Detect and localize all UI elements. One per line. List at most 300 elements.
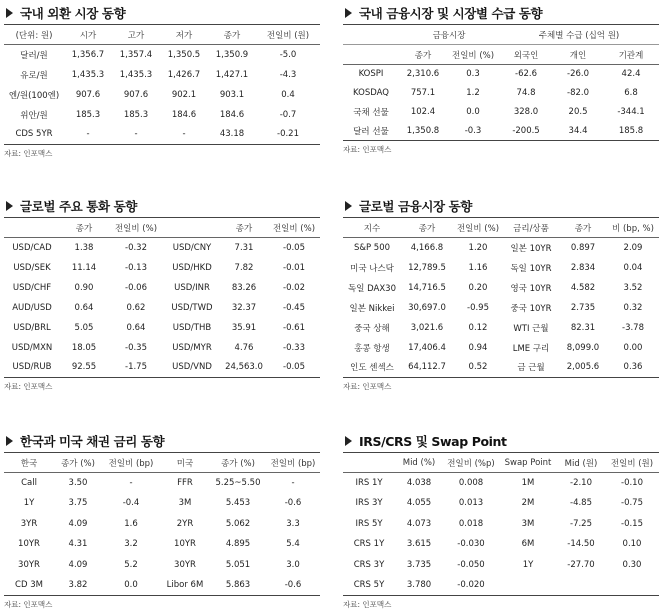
value-cell: 3.82 [54,575,102,596]
column-header: 종가 [208,25,256,45]
table-row [343,534,659,555]
row-label-cell: 328.0 [513,107,539,117]
column-header: 한국 [4,453,54,473]
value-cell: -0.15 [621,518,643,529]
value-cell: -0.45 [283,302,305,313]
table-header-row [4,218,320,238]
value-cell: 4.038 [406,478,432,488]
table-row [4,258,320,278]
column-header: 전일비 (%) [447,45,499,65]
value-cell: 0.013 [458,498,484,509]
value-cell: -14.50 [567,539,595,550]
value-cell: 83.26 [231,282,257,293]
row-label-cell: 홍콩 항생 [354,343,390,354]
column-header: 종가 [220,218,268,238]
row-label-cell: USD/MYR [172,342,212,353]
value-cell: 907.6 [123,89,149,100]
value-cell: -0.05 [268,358,320,378]
triangle-bullet-icon [6,201,13,211]
value-cell: - [129,478,133,488]
kr-market-title: 국내 금융시장 및 시장별 수급 동향 [343,4,659,21]
value-cell: 185.8 [603,122,659,141]
value-cell: -82.0 [567,88,590,98]
source-note: 자료: 인포맥스 [343,145,392,154]
value-cell: 0.4 [281,89,295,100]
column-header: 고가 [112,25,160,45]
row-label-cell: KOSDAQ [353,88,389,98]
value-cell: 20.5 [568,107,588,117]
column-header [343,45,399,65]
table-row [343,258,659,278]
column-group-spacer [343,25,399,45]
table-row [4,45,320,65]
row-label-cell: 30YR [18,559,40,570]
row-label-cell: LME 구리 [512,343,550,354]
value-cell: 42.4 [621,69,641,80]
value-cell: -0.030 [457,539,485,550]
fx-market-table [4,24,320,145]
value-cell: 2,310.6 [406,69,440,80]
row-label-cell: 6M [521,539,535,550]
value-cell: 4.582 [570,282,596,293]
table-row [4,278,320,298]
column-header: Mid (원) [557,453,605,473]
table-row [4,65,320,85]
triangle-bullet-icon [6,8,13,18]
row-label-cell: 1M [521,478,535,488]
row-label-cell: 달러 선물 [343,122,399,141]
column-header: 전일비 (%) [108,218,164,238]
value-cell: 2.834 [570,262,596,273]
value-cell: -0.75 [621,498,643,509]
source-note: 자료: 인포맥스 [4,149,53,158]
table-row [4,575,320,596]
row-label-cell: USD/RUB [4,358,60,378]
column-header: 개인 [553,45,603,65]
table-row [4,473,320,494]
value-cell: -3.78 [622,322,644,333]
value-cell: 4.31 [68,539,88,550]
row-label-cell: 902.1 [171,89,197,100]
value-cell: 18.05 [71,342,97,353]
row-label-cell: 2M [521,498,535,509]
value-cell: 35.91 [231,322,257,333]
value-cell: -0.4 [122,498,140,509]
row-label-cell: USD/HKD [172,262,212,273]
column-header: 금리/상품 [503,218,559,238]
value-cell: - [112,125,160,145]
value-cell: 5.453 [225,498,251,509]
row-label-cell: 1,350.5 [167,49,201,60]
triangle-bullet-icon [345,201,352,211]
value-cell: 32.37 [231,302,257,313]
global-market-table [343,217,659,378]
column-header: 전일비 (bp) [266,453,320,473]
table-row [343,65,659,84]
value-cell: 17,406.4 [408,342,446,353]
global-market-title: 글로벌 금융시장 동향 [343,197,659,214]
value-cell: 3.52 [623,282,643,293]
value-cell: -0.21 [256,125,320,145]
bond-rows [4,473,320,596]
source-note: 자료: 인포맥스 [4,600,53,609]
table-row [343,555,659,576]
irs-panel [343,432,659,610]
bond-panel [4,432,320,610]
row-label-cell: USD/MXN [11,342,53,353]
table-row [343,338,659,358]
irs-title: IRS/CRS 및 Swap Point [343,432,659,449]
row-label-cell: 영국 10YR [510,283,552,294]
row-label-cell: USD/INR [174,282,210,293]
currency-panel [4,197,320,392]
value-cell: 4.09 [68,559,88,570]
value-cell: -0.35 [125,342,147,353]
column-header: 종가 [401,218,453,238]
value-cell: 0.897 [570,242,596,253]
table-row [4,318,320,338]
table-row [343,514,659,535]
row-label-cell: USD/THB [172,322,212,333]
row-label-cell [499,575,557,596]
table-row [343,318,659,338]
column-header: 기관계 [603,45,659,65]
value-cell: 0.52 [453,358,503,378]
value-cell: 14,716.5 [408,282,446,293]
value-cell: 5.05 [74,322,94,333]
row-label-cell: 10YR [18,539,40,550]
column-header: 종가 (%) [54,453,102,473]
column-header: Swap Point [499,453,557,473]
value-cell: 184.6 [219,109,245,120]
bond-table [4,452,320,596]
value-cell: 1,356.7 [71,49,105,60]
column-header: (단위: 원) [4,25,64,45]
value-cell: 907.6 [75,89,101,100]
value-cell: -0.95 [467,302,489,313]
value-cell: 0.12 [468,322,488,333]
value-cell: -0.01 [283,262,305,273]
value-cell: 34.4 [553,122,603,141]
column-header [343,453,395,473]
row-label-cell: 1Y [23,498,35,509]
value-cell: 0.30 [622,559,642,570]
table-row [4,125,320,145]
row-label-cell: 국채 선물 [353,108,389,118]
value-cell: 0.008 [458,478,484,488]
value-cell: 4.055 [406,498,432,509]
row-label-cell: 유로/원 [20,70,48,81]
table-row [4,358,320,378]
row-label-cell: -62.6 [515,69,538,80]
row-label-cell: Call [21,478,37,488]
table-row [4,534,320,555]
row-label-cell: IRS 1Y [355,478,383,488]
value-cell: -0.02 [283,282,305,293]
row-label-cell: IRS 5Y [355,518,383,529]
table-row [4,514,320,535]
row-label-cell: USD/CNY [172,242,212,253]
value-cell: -0.7 [279,109,297,120]
value-cell: -0.6 [266,575,320,596]
row-label-cell: 1Y [522,559,534,570]
value-cell: 0.94 [468,342,488,353]
table-row [4,555,320,576]
value-cell: 4,166.8 [410,242,444,253]
row-label-cell: AUD/USD [12,302,52,313]
row-label-cell: Libor 6M [160,575,210,596]
row-label-cell: USD/BRL [13,322,51,333]
value-cell: 1,427.1 [215,69,249,80]
column-header: 시가 [64,25,112,45]
value-cell: -0.3 [447,122,499,141]
row-label-cell: 1,426.7 [167,69,201,80]
row-label-cell: 일본 Nikkei [349,303,395,314]
table-row [4,298,320,318]
value-cell: 1,350.8 [399,122,447,141]
row-label-cell: USD/CHF [12,282,52,293]
value-cell: 11.14 [71,262,97,273]
row-label-cell: 중국 10YR [510,303,552,314]
value-cell: 7.31 [234,242,254,253]
value-cell: - [64,125,112,145]
value-cell: -0.10 [621,478,643,488]
currency-rows [4,238,320,378]
value-cell: 0.90 [74,282,94,293]
value-cell: 757.1 [410,88,436,98]
column-header [4,218,60,238]
column-header: 종가 (%) [210,453,266,473]
value-cell: 43.18 [208,125,256,145]
table-header-row [4,25,320,45]
value-cell: 102.4 [410,107,436,117]
fx-market-title: 국내 외환 시장 동향 [4,4,320,21]
value-cell: -0.61 [283,322,305,333]
table-row [343,84,659,103]
row-label-cell: CDS 5YR [4,125,64,145]
value-cell: 1,435.3 [71,69,105,80]
row-label-cell: - [160,125,208,145]
value-cell: 1,357.4 [119,49,153,60]
row-label-cell: 미국 나스닥 [350,263,394,274]
column-header: 전일비 (%) [453,218,503,238]
row-label-cell: 184.6 [171,109,197,120]
value-cell: -0.32 [125,242,147,253]
column-header: 전일비 (원) [605,453,659,473]
value-cell: 6.8 [624,88,638,98]
value-cell: 2.09 [623,242,643,253]
triangle-bullet-icon [345,8,352,18]
value-cell: -0.13 [125,262,147,273]
column-header: 종가 [559,218,607,238]
value-cell: 2,005.6 [559,358,607,378]
value-cell: 5.4 [286,539,300,550]
row-label-cell: 3M [178,498,192,509]
value-cell: -0.6 [284,498,302,509]
value-cell: -0.050 [457,559,485,570]
value-cell: -1.75 [108,358,164,378]
column-header: 전일비 (원) [256,25,320,45]
value-cell: 4.09 [68,518,88,529]
triangle-bullet-icon [345,436,352,446]
row-label-cell: FFR [177,478,193,488]
row-label-cell: 달러/원 [20,50,48,61]
value-cell: -2.10 [570,478,592,488]
column-header: 저가 [160,25,208,45]
value-cell: 0.10 [622,539,642,550]
triangle-bullet-icon [6,436,13,446]
row-label-cell: 10YR [174,539,196,550]
value-cell: 1.38 [74,242,94,253]
table-header-row [343,218,659,238]
row-label-cell: CRS 3Y [353,559,385,570]
row-label-cell: -200.5 [499,122,553,141]
value-cell: -0.05 [283,242,305,253]
value-cell: -4.85 [570,498,592,509]
row-label-cell: S&P 500 [353,242,391,253]
currency-table [4,217,320,378]
value-cell: -26.0 [567,69,590,80]
value-cell [557,575,605,596]
column-group-header: 주체별 수급 (십억 원) [499,25,659,45]
row-label-cell: 중국 상해 [354,323,390,334]
table-row [4,85,320,105]
value-cell: -0.06 [125,282,147,293]
value-cell: -344.1 [617,107,645,117]
row-label-cell: WTI 근월 [513,323,549,334]
column-header: 미국 [160,453,210,473]
row-label-cell: KOSPI [358,69,384,80]
column-header: 전일비 (%) [268,218,320,238]
row-label-cell: USD/SEK [13,262,51,273]
value-cell: 2.735 [570,302,596,313]
column-header: 종가 [399,45,447,65]
value-cell: 0.64 [126,322,146,333]
row-label-cell: USD/CAD [12,242,52,253]
source-note: 자료: 인포맥스 [343,600,392,609]
value-cell: 0.0 [466,107,480,117]
value-cell: 1.16 [468,262,488,273]
row-label-cell: CD 3M [4,575,54,596]
value-cell: 5.062 [225,518,251,529]
column-header: 비 (bp, %) [607,218,659,238]
row-label-cell: 일본 10YR [510,243,552,254]
value-cell: 4.895 [225,539,251,550]
irs-table [343,452,659,596]
value-cell: 3.780 [395,575,443,596]
fx-market-panel [4,4,320,159]
row-label-cell: 인도 센섹스 [343,358,401,378]
kr-market-table [343,24,659,141]
value-cell: 3.75 [68,498,88,509]
row-label-cell: USD/VND [164,358,220,378]
value-cell: 5.25~5.50 [215,478,261,488]
table-group-header-row [343,25,659,45]
table-row [343,278,659,298]
irs-rows [343,473,659,596]
value-cell: 1.2 [466,88,480,98]
value-cell: - [291,478,295,488]
value-cell: 24,563.0 [220,358,268,378]
column-header [164,218,220,238]
table-row [4,105,320,125]
value-cell [605,575,659,596]
kr-market-rows [343,65,659,141]
row-label-cell: CRS 1Y [353,539,385,550]
row-label-cell: 3YR [20,518,38,529]
value-cell: 0.0 [102,575,160,596]
row-label-cell: 금 근월 [503,358,559,378]
column-header: 전일비 (%p) [443,453,499,473]
column-group-header: 금융시장 [399,25,499,45]
table-row [4,493,320,514]
value-cell: -7.25 [570,518,592,529]
value-cell: 0.04 [623,262,643,273]
value-cell: 3,021.6 [410,322,444,333]
row-label-cell: 30YR [174,559,196,570]
row-label-cell: 2YR [176,518,194,529]
table-row [343,298,659,318]
row-label-cell: IRS 3Y [355,498,383,509]
value-cell: -0.020 [443,575,499,596]
global-market-panel [343,197,659,392]
table-row [343,122,659,141]
value-cell: 0.36 [607,358,659,378]
table-header-row [343,453,659,473]
value-cell: -0.33 [283,342,305,353]
table-row [343,238,659,258]
column-header: 지수 [343,218,401,238]
value-cell: 185.3 [123,109,149,120]
row-label-cell: 독일 10YR [510,263,552,274]
value-cell: 5.2 [124,559,138,570]
row-label-cell: 엔/원(100엔) [8,90,60,101]
value-cell: 1,350.9 [215,49,249,60]
table-row [343,358,659,378]
row-label-cell: 독일 DAX30 [348,283,396,294]
value-cell: 30,697.0 [408,302,446,313]
fx-market-rows [4,45,320,145]
value-cell: 3.50 [68,478,88,488]
row-label-cell: CRS 5Y [343,575,395,596]
value-cell: 4.76 [234,342,254,353]
value-cell: 82.31 [570,322,596,333]
value-cell: 0.20 [468,282,488,293]
value-cell: 3.3 [286,518,300,529]
source-note: 자료: 인포맥스 [343,382,392,391]
value-cell: 92.55 [60,358,108,378]
value-cell: 64,112.7 [401,358,453,378]
value-cell: 0.32 [623,302,643,313]
table-row [343,473,659,494]
value-cell: 3.735 [406,559,432,570]
row-label-cell: 74.8 [516,88,536,98]
row-label-cell: 3M [521,518,535,529]
source-note: 자료: 인포맥스 [4,382,53,391]
value-cell: 7.82 [234,262,254,273]
table-header-row [4,453,320,473]
table-row [343,575,659,596]
global-market-rows [343,238,659,378]
value-cell: 1.20 [468,242,488,253]
column-header: 전일비 (bp) [102,453,160,473]
value-cell: 0.64 [74,302,94,313]
table-header-row [343,45,659,65]
row-label-cell: USD/TWD [171,302,213,313]
row-label-cell: 위안/원 [20,110,48,121]
table-row [343,493,659,514]
table-row [343,103,659,122]
